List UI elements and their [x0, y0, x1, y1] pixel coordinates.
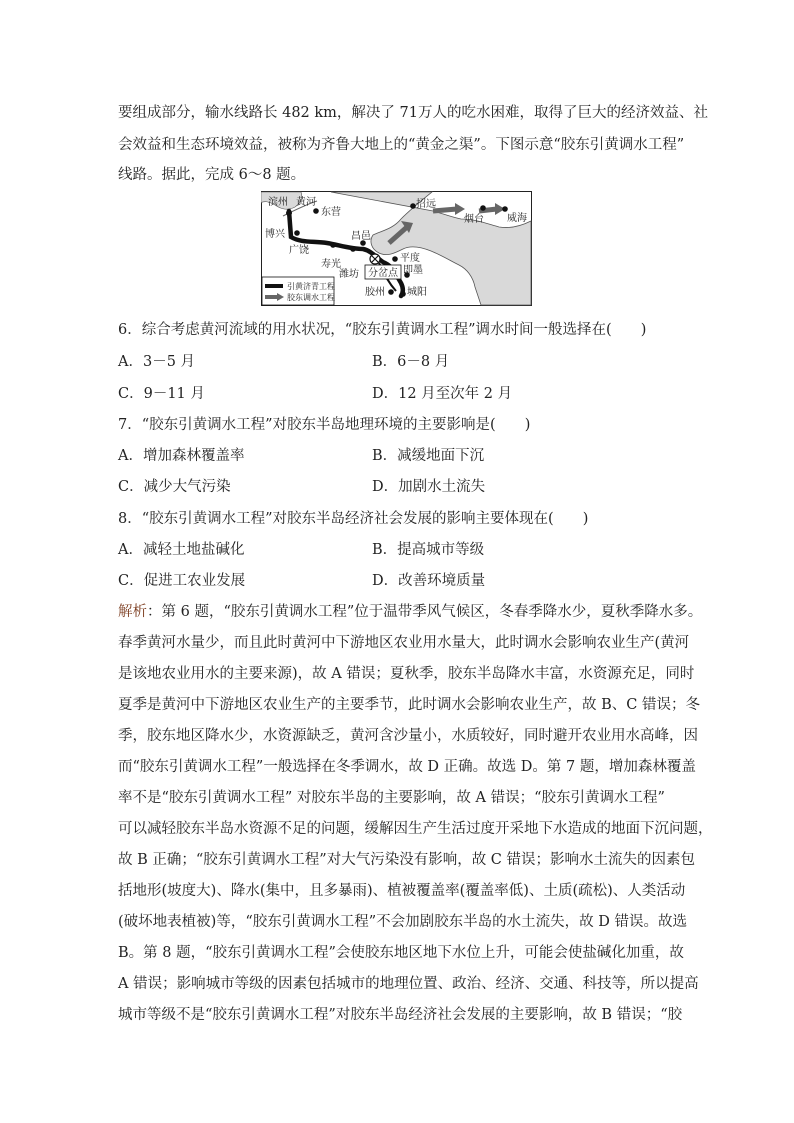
label-changyi: 昌邑	[351, 231, 371, 242]
legend-item-2: 胶东调水工程	[287, 293, 335, 302]
water-diversion-map	[261, 191, 532, 306]
question-8-stem: 8．“胶东引黄调水工程”对胶东半岛经济社会发展的影响主要体现在( )	[118, 511, 589, 527]
label-weifang: 潍坊	[339, 269, 359, 280]
legend-item-1: 引黄济青工程	[287, 282, 335, 291]
explanation-line-4: 夏季是黄河中下游地区农业生产的主要季节，此时调水会影响农业生产，故 B、C 错误；冬	[118, 697, 700, 713]
explanation-line-12: B。第 8 题，“胶东引黄调水工程”会使胶东地区地下水位上升，可能会使盐碱化加重，故	[118, 945, 684, 961]
question-6-option-b: B．6－8 月	[372, 354, 450, 370]
question-8-option-d: D．改善环境质量	[372, 573, 486, 589]
label-zhaoyuan: 招远	[416, 199, 436, 210]
explanation-line-1	[118, 602, 702, 622]
point-jiaozhou	[388, 289, 394, 295]
label-huanghe: 黄河	[296, 197, 316, 208]
point-yantai	[480, 205, 486, 211]
explanation-line-7: 率不是“胶东引黄调水工程” 对胶东半岛的主要影响，故 A 错误；“胶东引黄调水工程”	[118, 790, 665, 806]
label-boxing: 博兴	[265, 229, 285, 240]
intro-line-3: 线路。据此，完成 6～8 题。	[118, 167, 306, 183]
explanation-line-10: 括地形(坡度大)、降水(集中，且多暴雨)、植被覆盖率(覆盖率低)、土质(疏松)、人类活动	[118, 883, 686, 899]
explanation-line-13: A 错误；影响城市等级的因素包括城市的地理位置、政治、经济、交通、科技等，所以提高	[118, 976, 699, 992]
label-dongying: 东营	[321, 207, 341, 218]
question-8-option-a: A．减轻土地盐碱化	[118, 542, 245, 558]
label-fenchadian: 分岔点	[368, 268, 398, 279]
question-6-option-a: A．3－5 月	[118, 354, 196, 370]
question-6-option-d: D．12 月至次年 2 月	[372, 386, 513, 402]
label-chengyang: 城阳	[407, 287, 427, 298]
question-7-stem: 7．“胶东引黄调水工程”对胶东半岛地理环境的主要影响是( )	[118, 417, 531, 433]
explanation-line-5: 季，胶东地区降水少，水资源缺乏，黄河含沙量小，水质较好，同时避开农业用水高峰，因	[118, 728, 698, 744]
explanation-line-14: 城市等级不是“胶东引黄调水工程”对胶东半岛经济社会发展的主要影响，故 B 错误；“胶	[118, 1007, 683, 1023]
intro-line-2: 会效益和生态环境效益，被称为齐鲁大地上的“黄金之渠”。下图示意“胶东引黄调水工程”	[118, 137, 685, 153]
point-dongying	[313, 208, 319, 214]
label-jiaozhou: 胶州	[365, 287, 385, 298]
label-yantai: 烟台	[464, 214, 484, 225]
point-zhaoyuan	[410, 203, 416, 209]
explanation-line-8: 可以减轻胶东半岛水资源不足的问题，缓解因生产生活过度开采地下水造成的地面下沉问题，	[118, 821, 713, 837]
question-8-option-b: B．提高城市等级	[372, 542, 485, 558]
point-chengyang	[400, 291, 406, 297]
question-7-option-a: A．增加森林覆盖率	[118, 448, 245, 464]
point-guangrao	[330, 242, 336, 248]
question-7-option-c: C．减少大气污染	[118, 479, 231, 495]
label-jimo: 即墨	[403, 265, 423, 276]
point-weihai	[502, 206, 508, 212]
label-pingdu: 平度	[400, 253, 420, 264]
explanation-line-9: 故 B 正确；“胶东引黄调水工程”对大气污染没有影响，故 C 错误；影响水土流失的因素包	[118, 852, 696, 868]
label-guangrao: 广饶	[289, 245, 309, 256]
point-pingdu	[392, 256, 398, 262]
explanation-line-11: (破坏地表植被)等，“胶东引黄调水工程”不会加剧胶东半岛的水土流失，故 D 错误。故选	[118, 914, 687, 930]
label-weihai: 威海	[507, 213, 527, 224]
label-shouguang: 寿光	[321, 259, 341, 270]
explanation-first: ：第 6 题，“胶东引黄调水工程”位于温带季风气候区，冬春季降水少，夏秋季降水多。	[147, 604, 703, 620]
point-binzhou	[286, 210, 292, 216]
explanation-line-2: 春季黄河水量少，而且此时黄河中下游地区农业用水量大，此时调水会影响农业生产(黄河	[118, 635, 690, 651]
point-shouguang	[350, 246, 356, 252]
question-7-option-d: D．加剧水土流失	[372, 479, 486, 495]
intro-line-1: 要组成部分，输水线路长 482 km，解决了 71万人的吃水困难，取得了巨大的经济效益、社	[118, 105, 708, 121]
question-8-option-c: C．促进工农业发展	[118, 573, 246, 589]
question-7-option-b: B．减缓地面下沉	[372, 448, 485, 464]
label-binzhou: 滨州	[268, 197, 288, 208]
question-6-stem: 6．综合考虑黄河流域的用水状况，“胶东引黄调水工程”调水时间一般选择在( )	[118, 322, 647, 338]
question-6-option-c: C．9－11 月	[118, 386, 205, 402]
explanation-line-6: 而“胶东引黄调水工程”一般选择在冬季调水，故 D 正确。故选 D。第 7 题，增加森林覆盖	[118, 759, 696, 775]
explanation-label: 解析	[118, 604, 147, 620]
point-boxing	[294, 230, 300, 236]
explanation-line-3: 是该地农业用水的主要来源)，故 A 错误；夏秋季，胶东半岛降水丰富，水资源充足，同时	[118, 666, 695, 682]
